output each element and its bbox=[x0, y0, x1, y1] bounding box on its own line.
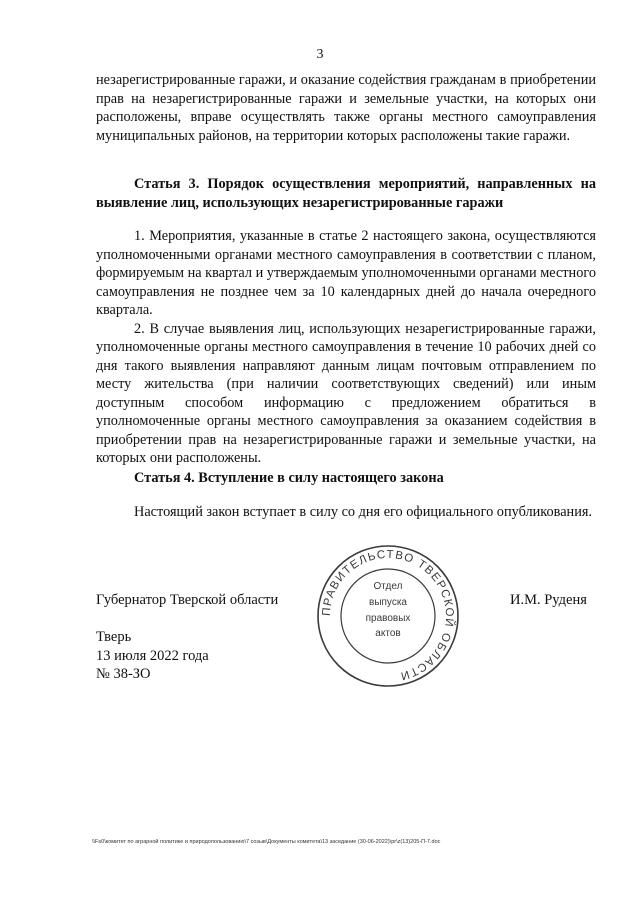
article3-paragraph-1: 1. Мероприятия, указанные в статье 2 настоящего закона, осуществляются уполномоченными органами местного самоуправления в соответствии с планом, формируемым на квартал и утверждаемым уполномоченными органами местного самоуправления не позднее чем за 10 календарных дней до начала очередного квартала. bbox=[96, 228, 597, 318]
footer-file-path: \\Fs0\комитет по аграрной политике и природопользованию\7 созыв\Документы комитета\13 заседание (30-06-2022)\pr\z(13)205-П-7.doc bbox=[92, 839, 441, 845]
article3-heading: Статья 3. Порядок осуществления мероприятий, направленных на выявление лиц, использующих незарегистрированные гаражи bbox=[96, 176, 596, 211]
article4-heading: Статья 4. Вступление в силу настоящего закона bbox=[134, 470, 444, 486]
article3-body bbox=[96, 227, 596, 468]
stamp-inner-line-4: актов bbox=[375, 628, 401, 639]
signature-name: И.М. Руденя bbox=[510, 592, 587, 608]
place-date-block bbox=[96, 628, 209, 684]
place: Тверь bbox=[96, 629, 132, 645]
article4-paragraph: Настоящий закон вступает в силу со дня его официального опубликования. bbox=[134, 504, 592, 520]
signature-title: Губернатор Тверской области bbox=[96, 592, 279, 608]
stamp-inner-line-3: правовых bbox=[365, 613, 411, 624]
intro-paragraph bbox=[96, 71, 596, 145]
official-stamp bbox=[315, 543, 461, 689]
article4-body bbox=[96, 503, 596, 522]
article3-paragraph-2: 2. В случае выявления лиц, использующих незарегистрированные гаражи, уполномоченные органы местного самоуправления в течение 10 рабочих дней со дня такого выявления направляют данным лицам почтовым отправлением по месту жительства (при наличии соответствующих сведений) или иным доступным способом информацию с предложением обратиться в уполномоченные органы местного самоуправления за оказанием содействия в приобретении прав на незарегистрированные гаражи и земельные участки, на которых они расположены. bbox=[96, 320, 596, 466]
article4-heading-block bbox=[96, 469, 596, 488]
intro-text: незарегистрированные гаражи, и оказание содействия гражданам в приобретении прав на незарегистрированные гаражи и земельные участки, на которых они расположены, вправе осуществлять также органы местного самоуправления муниципальных районов, на территории которых расположены такие гаражи. bbox=[96, 72, 596, 144]
stamp-inner-line-2: выпуска bbox=[369, 597, 407, 608]
stamp-outer-textpath: ПРАВИТЕЛЬСТВО ТВЕРСКОЙ ОБЛАСТИ bbox=[320, 548, 456, 682]
date: 13 июля 2022 года bbox=[96, 647, 209, 664]
stamp-inner-line-1: Отдел bbox=[373, 581, 403, 592]
law-number: № 38-ЗО bbox=[96, 666, 151, 682]
article3-heading-block bbox=[96, 175, 596, 212]
page-number: 3 bbox=[316, 47, 324, 62]
